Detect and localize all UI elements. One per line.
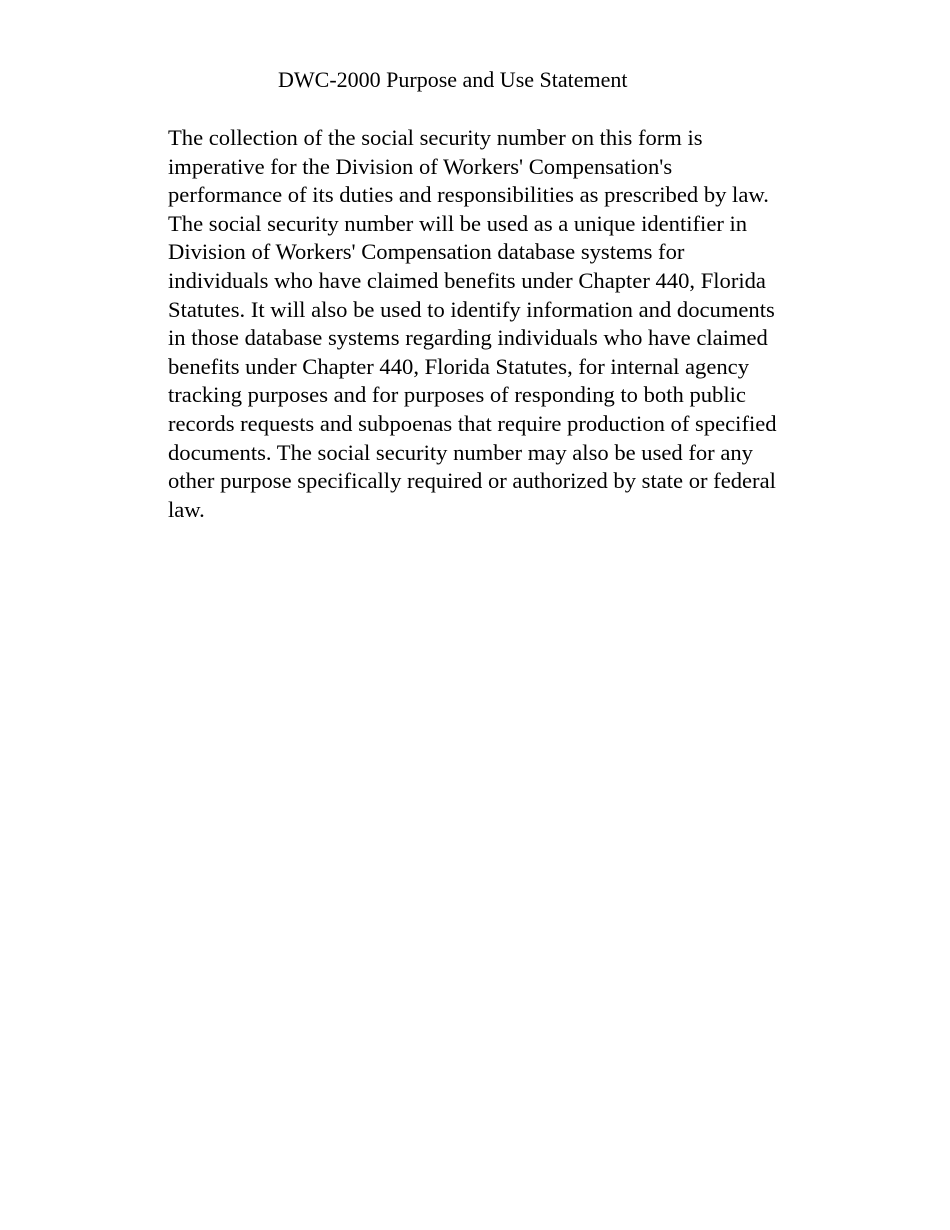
paragraph-line: Statutes. It will also be used to identify information and documents [168, 296, 775, 322]
paragraph-line: individuals who have claimed benefits under Chapter 440, Florida [168, 267, 766, 293]
paragraph-line: documents. The social security number may also be used for any [168, 439, 753, 465]
paragraph-line: other purpose specifically required or authorized by state or federal [168, 468, 776, 494]
paragraph-line: in those database systems regarding individuals who have claimed [168, 325, 768, 351]
paragraph-line: tracking purposes and for purposes of responding to both public [168, 382, 746, 408]
paragraph-line: benefits under Chapter 440, Florida Statutes, for internal agency [168, 353, 749, 379]
paragraph-line: records requests and subpoenas that require production of specified [168, 410, 777, 436]
paragraph-line: The collection of the social security number on this form is [168, 125, 703, 150]
purpose-statement-paragraph [168, 124, 848, 524]
paragraph-line: performance of its duties and responsibilities as prescribed by law. [168, 182, 769, 208]
paragraph-line: Division of Workers' Compensation database systems for [168, 239, 685, 265]
paragraph-line: The social security number will be used as a unique identifier in [168, 210, 748, 236]
paragraph-line: law. [168, 496, 205, 522]
paragraph-line: imperative for the Division of Workers' Compensation's [168, 153, 673, 179]
page-title: DWC-2000 Purpose and Use Statement [278, 67, 628, 92]
